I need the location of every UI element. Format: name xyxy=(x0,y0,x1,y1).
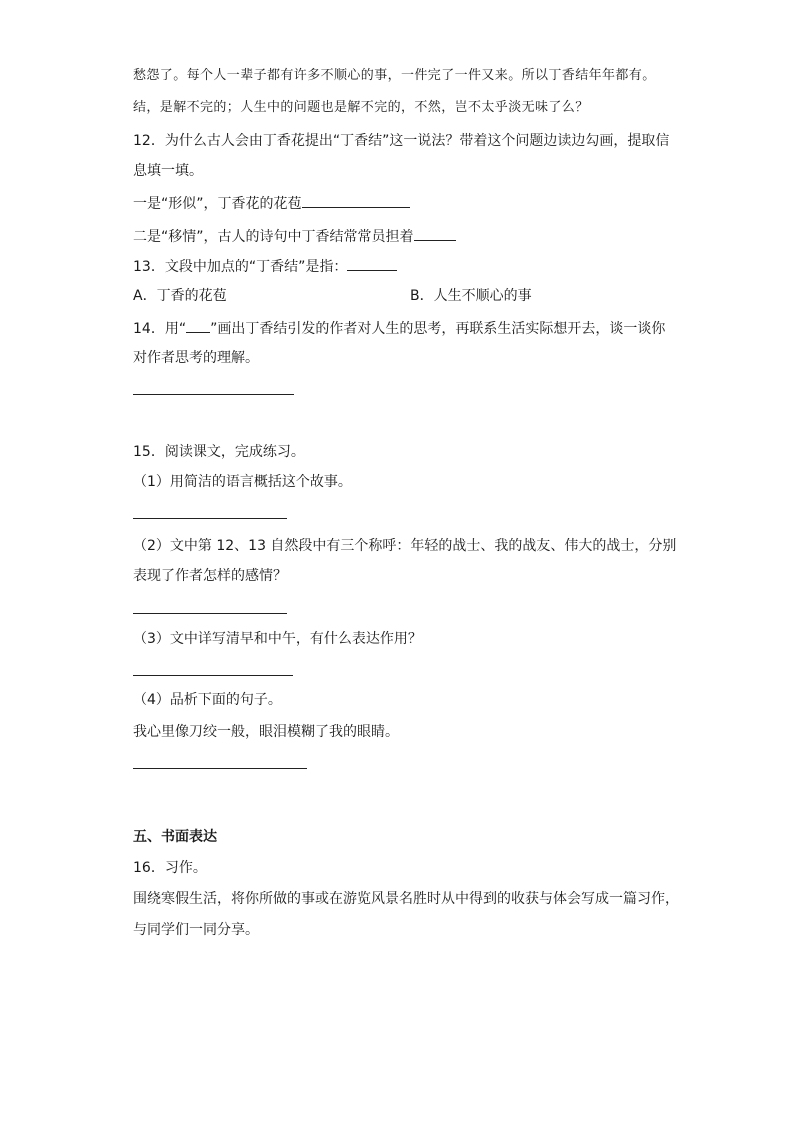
question-15-sub-1: （1）用简洁的语言概括这个故事。 xyxy=(133,474,352,490)
question-16-text: 16．习作。 xyxy=(133,860,207,876)
question-14 xyxy=(133,318,665,339)
question-14-text-pre: 14．用“ xyxy=(133,321,187,337)
answer-line-15-2[interactable] xyxy=(133,613,287,614)
question-13 xyxy=(133,256,397,277)
question-14-text-cont: 对作者思考的理解。 xyxy=(133,350,259,366)
answer-line-15-3[interactable] xyxy=(133,675,293,676)
question-12-item-2-label: 二是“移情”，古人的诗句中丁香结常常员担着 xyxy=(133,229,414,245)
question-15-sub-4: （4）品析下面的句子。 xyxy=(133,692,282,708)
underline-sample xyxy=(186,318,210,333)
question-15-sub-2: （2）文中第 12、13 自然段中有三个称呼：年轻的战士、我的战友、伟大的战士，分别 xyxy=(133,538,677,554)
passage-line-2: 结，是解不完的；人生中的问题也是解不完的，不然，岂不太乎淡无味了么？ xyxy=(133,100,589,115)
question-12-text-cont: 息填一填。 xyxy=(133,163,203,179)
question-15-sub-2-cont: 表现了作者怎样的感情？ xyxy=(133,568,287,584)
question-13-text: 13．文段中加点的“丁香结”是指： xyxy=(133,259,348,275)
question-12-item-2 xyxy=(133,226,456,247)
question-15-sub-3: （3）文中详写清早和中午，有什么表达作用？ xyxy=(133,631,422,647)
passage-line-1: 愁怨了。每个人一辈子都有许多不顺心的事，一件完了一件又来。所以丁香结年年都有。 xyxy=(133,68,656,83)
question-15-text: 15．阅读课文，完成练习。 xyxy=(133,444,305,460)
question-12-item-1-label: 一是“形似”，丁香花的花苞 xyxy=(133,196,302,212)
question-15-sub-4-sentence: 我心里像刀绞一般，眼泪模糊了我的眼睛。 xyxy=(133,724,399,740)
question-13-option-a[interactable]: A．丁香的花苞 xyxy=(133,288,227,304)
answer-blank-12-2[interactable] xyxy=(414,226,456,241)
question-16-prompt: 围绕寒假生活，将你所做的事或在游览风景名胜时从中得到的收获与体会写成一篇习作， xyxy=(133,891,679,907)
answer-line-15-4[interactable] xyxy=(133,768,307,769)
question-16-prompt-cont: 与同学们一同分享。 xyxy=(133,922,259,938)
answer-line-14[interactable] xyxy=(133,394,294,395)
answer-line-15-1[interactable] xyxy=(133,518,287,519)
question-12-item-1 xyxy=(133,193,410,214)
question-12-text: 12．为什么古人会由丁香花提出“丁香结”这一说法？带着这个问题边读边勾画，提取信 xyxy=(133,133,670,149)
answer-blank-13[interactable] xyxy=(347,256,397,271)
question-14-text-post: ”画出丁香结引发的作者对人生的思考，再联系生活实际想开去，谈一谈你 xyxy=(210,321,666,337)
question-13-option-b[interactable]: B．人生不顺心的事 xyxy=(410,288,532,304)
section-5-heading: 五、书面表达 xyxy=(133,829,217,845)
answer-blank-12-1[interactable] xyxy=(302,193,410,208)
